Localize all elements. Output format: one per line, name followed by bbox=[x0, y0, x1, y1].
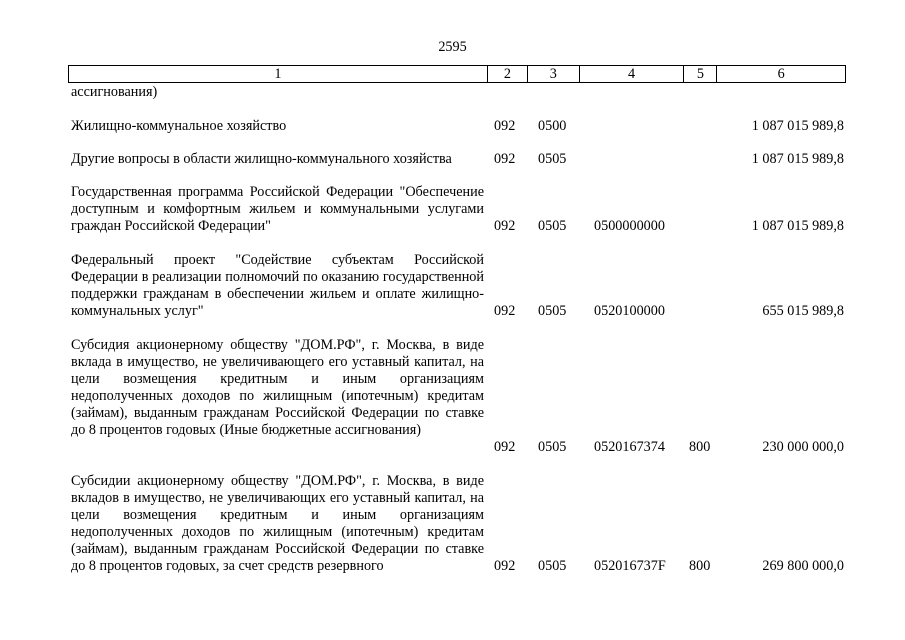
row-amount: 655 015 989,8 bbox=[762, 303, 844, 319]
row-amount: 269 800 000,0 bbox=[762, 558, 844, 574]
row-gr: 092 bbox=[494, 151, 516, 167]
row-rz: 0505 bbox=[538, 151, 567, 167]
row-csr: 052016737F bbox=[594, 558, 666, 574]
row-gr: 092 bbox=[494, 303, 516, 319]
row-description: Федеральный проект "Содействие субъектам Российской Федерации в реализации полномочий по оказанию государственной поддержки гражданам в обеспечении жильем и оплате жилищно-коммунальных услуг" bbox=[71, 252, 484, 319]
column-header-5: 5 bbox=[684, 66, 717, 82]
column-header-4: 4 bbox=[580, 66, 685, 82]
row-gr: 092 bbox=[494, 118, 516, 134]
row-vr: 800 bbox=[689, 439, 711, 455]
row-description: Жилищно-коммунальное хозяйство bbox=[71, 118, 287, 134]
continuation-text: ассигнования) bbox=[71, 84, 158, 100]
row-amount: 1 087 015 989,8 bbox=[751, 118, 844, 134]
row-csr: 0520167374 bbox=[594, 439, 665, 455]
page-number: 2595 bbox=[438, 39, 467, 55]
column-header-3: 3 bbox=[528, 66, 580, 82]
row-amount: 230 000 000,0 bbox=[762, 439, 844, 455]
row-rz: 0505 bbox=[538, 439, 567, 455]
table-row bbox=[0, 337, 905, 456]
row-csr: 0500000000 bbox=[594, 218, 665, 234]
table-row bbox=[0, 252, 905, 320]
row-csr: 0520100000 bbox=[594, 303, 665, 319]
row-rz: 0505 bbox=[538, 558, 567, 574]
table-row bbox=[0, 473, 905, 575]
row-amount: 1 087 015 989,8 bbox=[751, 218, 844, 234]
row-description: Другие вопросы в области жилищно-коммунального хозяйства bbox=[71, 151, 452, 167]
column-header-6: 6 bbox=[777, 66, 785, 82]
row-amount: 1 087 015 989,8 bbox=[751, 151, 844, 167]
row-description: Субсидия акционерному обществу "ДОМ.РФ", г. Москва, в виде вклада в имущество, не увеличивающего его уставный капитал, на цели возмещения кредитным и иным организациям недополученных доходов по жилищным (ипотечным) кредитам (займам), выданным гражданам Российской Федерации по ставке до 8 процентов годовых (Иные бюджетные ассигнования) bbox=[71, 337, 484, 438]
column-header-2: 2 bbox=[488, 66, 528, 82]
row-gr: 092 bbox=[494, 558, 516, 574]
table-row bbox=[0, 151, 905, 168]
row-rz: 0500 bbox=[538, 118, 567, 134]
row-vr: 800 bbox=[689, 558, 711, 574]
column-header-row bbox=[68, 65, 846, 83]
column-header-1: 1 bbox=[69, 66, 488, 82]
table-row bbox=[0, 118, 905, 135]
row-rz: 0505 bbox=[538, 303, 567, 319]
row-gr: 092 bbox=[494, 439, 516, 455]
row-rz: 0505 bbox=[538, 218, 567, 234]
row-description: Субсидии акционерному обществу "ДОМ.РФ", г. Москва, в виде вкладов в имущество, не увеличивающих его уставный капитал, на цели возмещения кредитным и иным организациям недополученных доходов по жилищным (ипотечным) кредитам (займам), выданным гражданам Российской Федерации по ставке до 8 процентов годовых, за счет средств резервного bbox=[71, 473, 484, 574]
table-row bbox=[0, 184, 905, 235]
row-description: Государственная программа Российской Федерации "Обеспечение доступным и комфортным жильем и коммунальными услугами граждан Российской Федерации" bbox=[71, 184, 484, 234]
row-gr: 092 bbox=[494, 218, 516, 234]
